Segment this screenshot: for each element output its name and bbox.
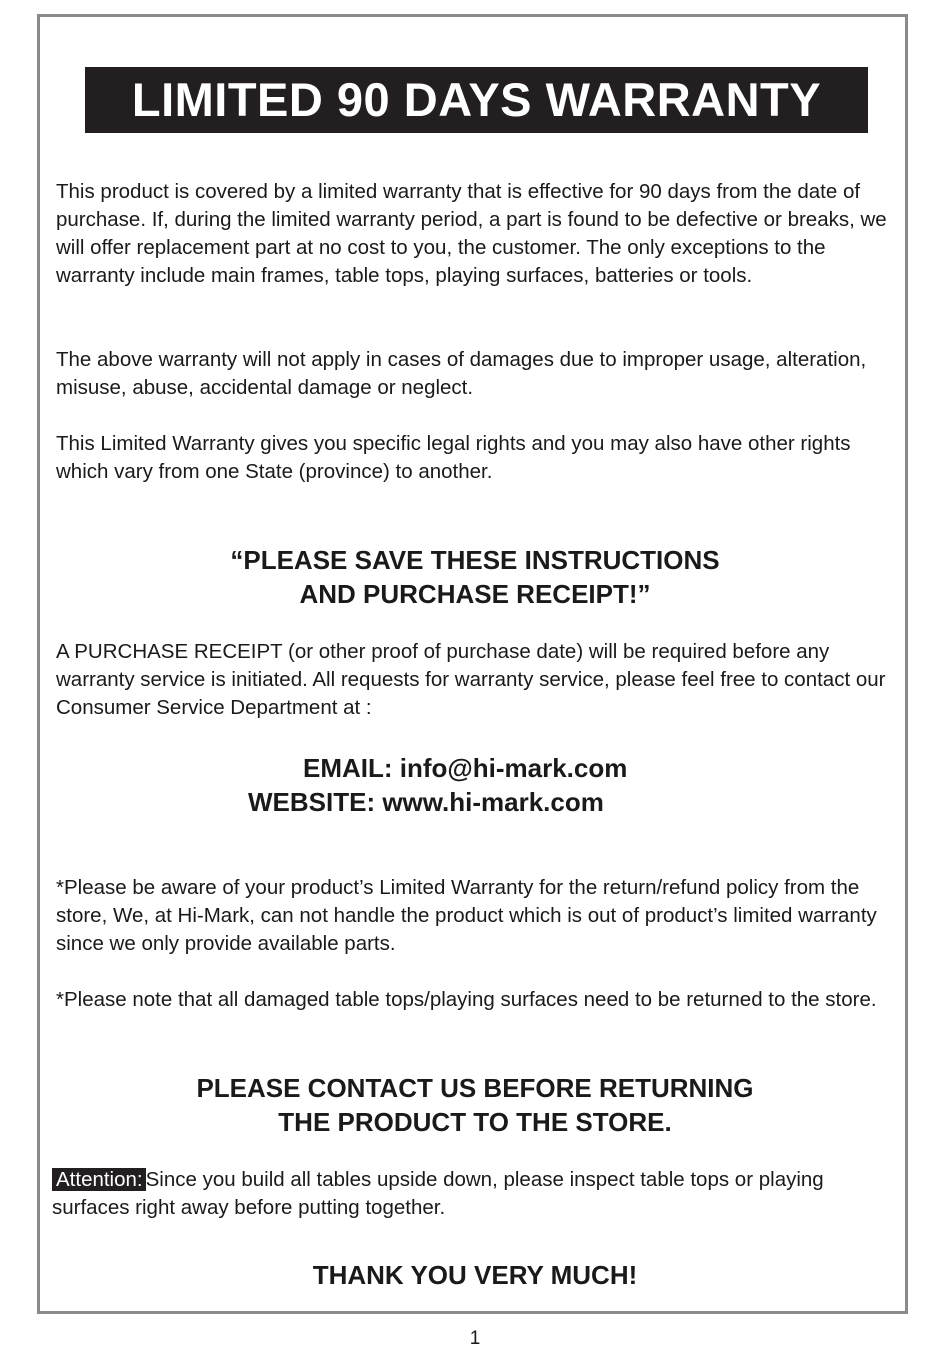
attention-paragraph xyxy=(52,1166,902,1222)
thank-you-heading: THANK YOU VERY MUCH! xyxy=(312,1260,638,1290)
website-contact: WEBSITE: www.hi-mark.com xyxy=(248,787,604,817)
page-number: 1 xyxy=(469,1328,481,1349)
coverage-paragraph: This product is covered by a limited warranty that is effective for 90 days from the date of purchase. If, during the limited warranty period, a part is found to be defective or breaks, we will offer replacement part at no cost to you, the customer. The only exceptions to the warranty include main frames, table tops, playing surfaces, batteries or tools. xyxy=(56,180,887,287)
warranty-title: LIMITED 90 DAYS WARRANTY xyxy=(85,67,868,133)
contact-before-returning-heading xyxy=(40,1071,910,1139)
email-contact: EMAIL: info@hi-mark.com xyxy=(303,753,628,783)
contact-heading-line-2: THE PRODUCT TO THE STORE. xyxy=(278,1107,672,1137)
damaged-return-paragraph: *Please note that all damaged table tops/playing surfaces need to be returned to the store. xyxy=(56,988,877,1011)
store-policy-paragraph: *Please be aware of your product’s Limited Warranty for the return/refund policy from the store, We, at Hi-Mark, can not handle the product which is out of product’s limited warranty since we only provide available parts. xyxy=(56,876,877,955)
save-heading-line-1: “PLEASE SAVE THESE INSTRUCTIONS xyxy=(230,545,720,575)
rights-paragraph: This Limited Warranty gives you specific legal rights and you may also have other rights which vary from one State (province) to another. xyxy=(56,432,851,483)
attention-label: Attention: xyxy=(52,1168,146,1191)
save-instructions-heading xyxy=(40,543,910,611)
exclusions-paragraph: The above warranty will not apply in cases of damages due to improper usage, alteration, misuse, abuse, accidental damage or neglect. xyxy=(56,348,867,399)
receipt-required-paragraph: A PURCHASE RECEIPT (or other proof of purchase date) will be required before any warranty service is initiated. All requests for warranty service, please feel free to contact our Consumer Service Department at : xyxy=(56,640,886,719)
save-heading-line-2: AND PURCHASE RECEIPT!” xyxy=(299,579,651,609)
attention-text: Since you build all tables upside down, please inspect table tops or playing surfaces right away before putting together. xyxy=(52,1168,824,1219)
contact-heading-line-1: PLEASE CONTACT US BEFORE RETURNING xyxy=(196,1073,754,1103)
